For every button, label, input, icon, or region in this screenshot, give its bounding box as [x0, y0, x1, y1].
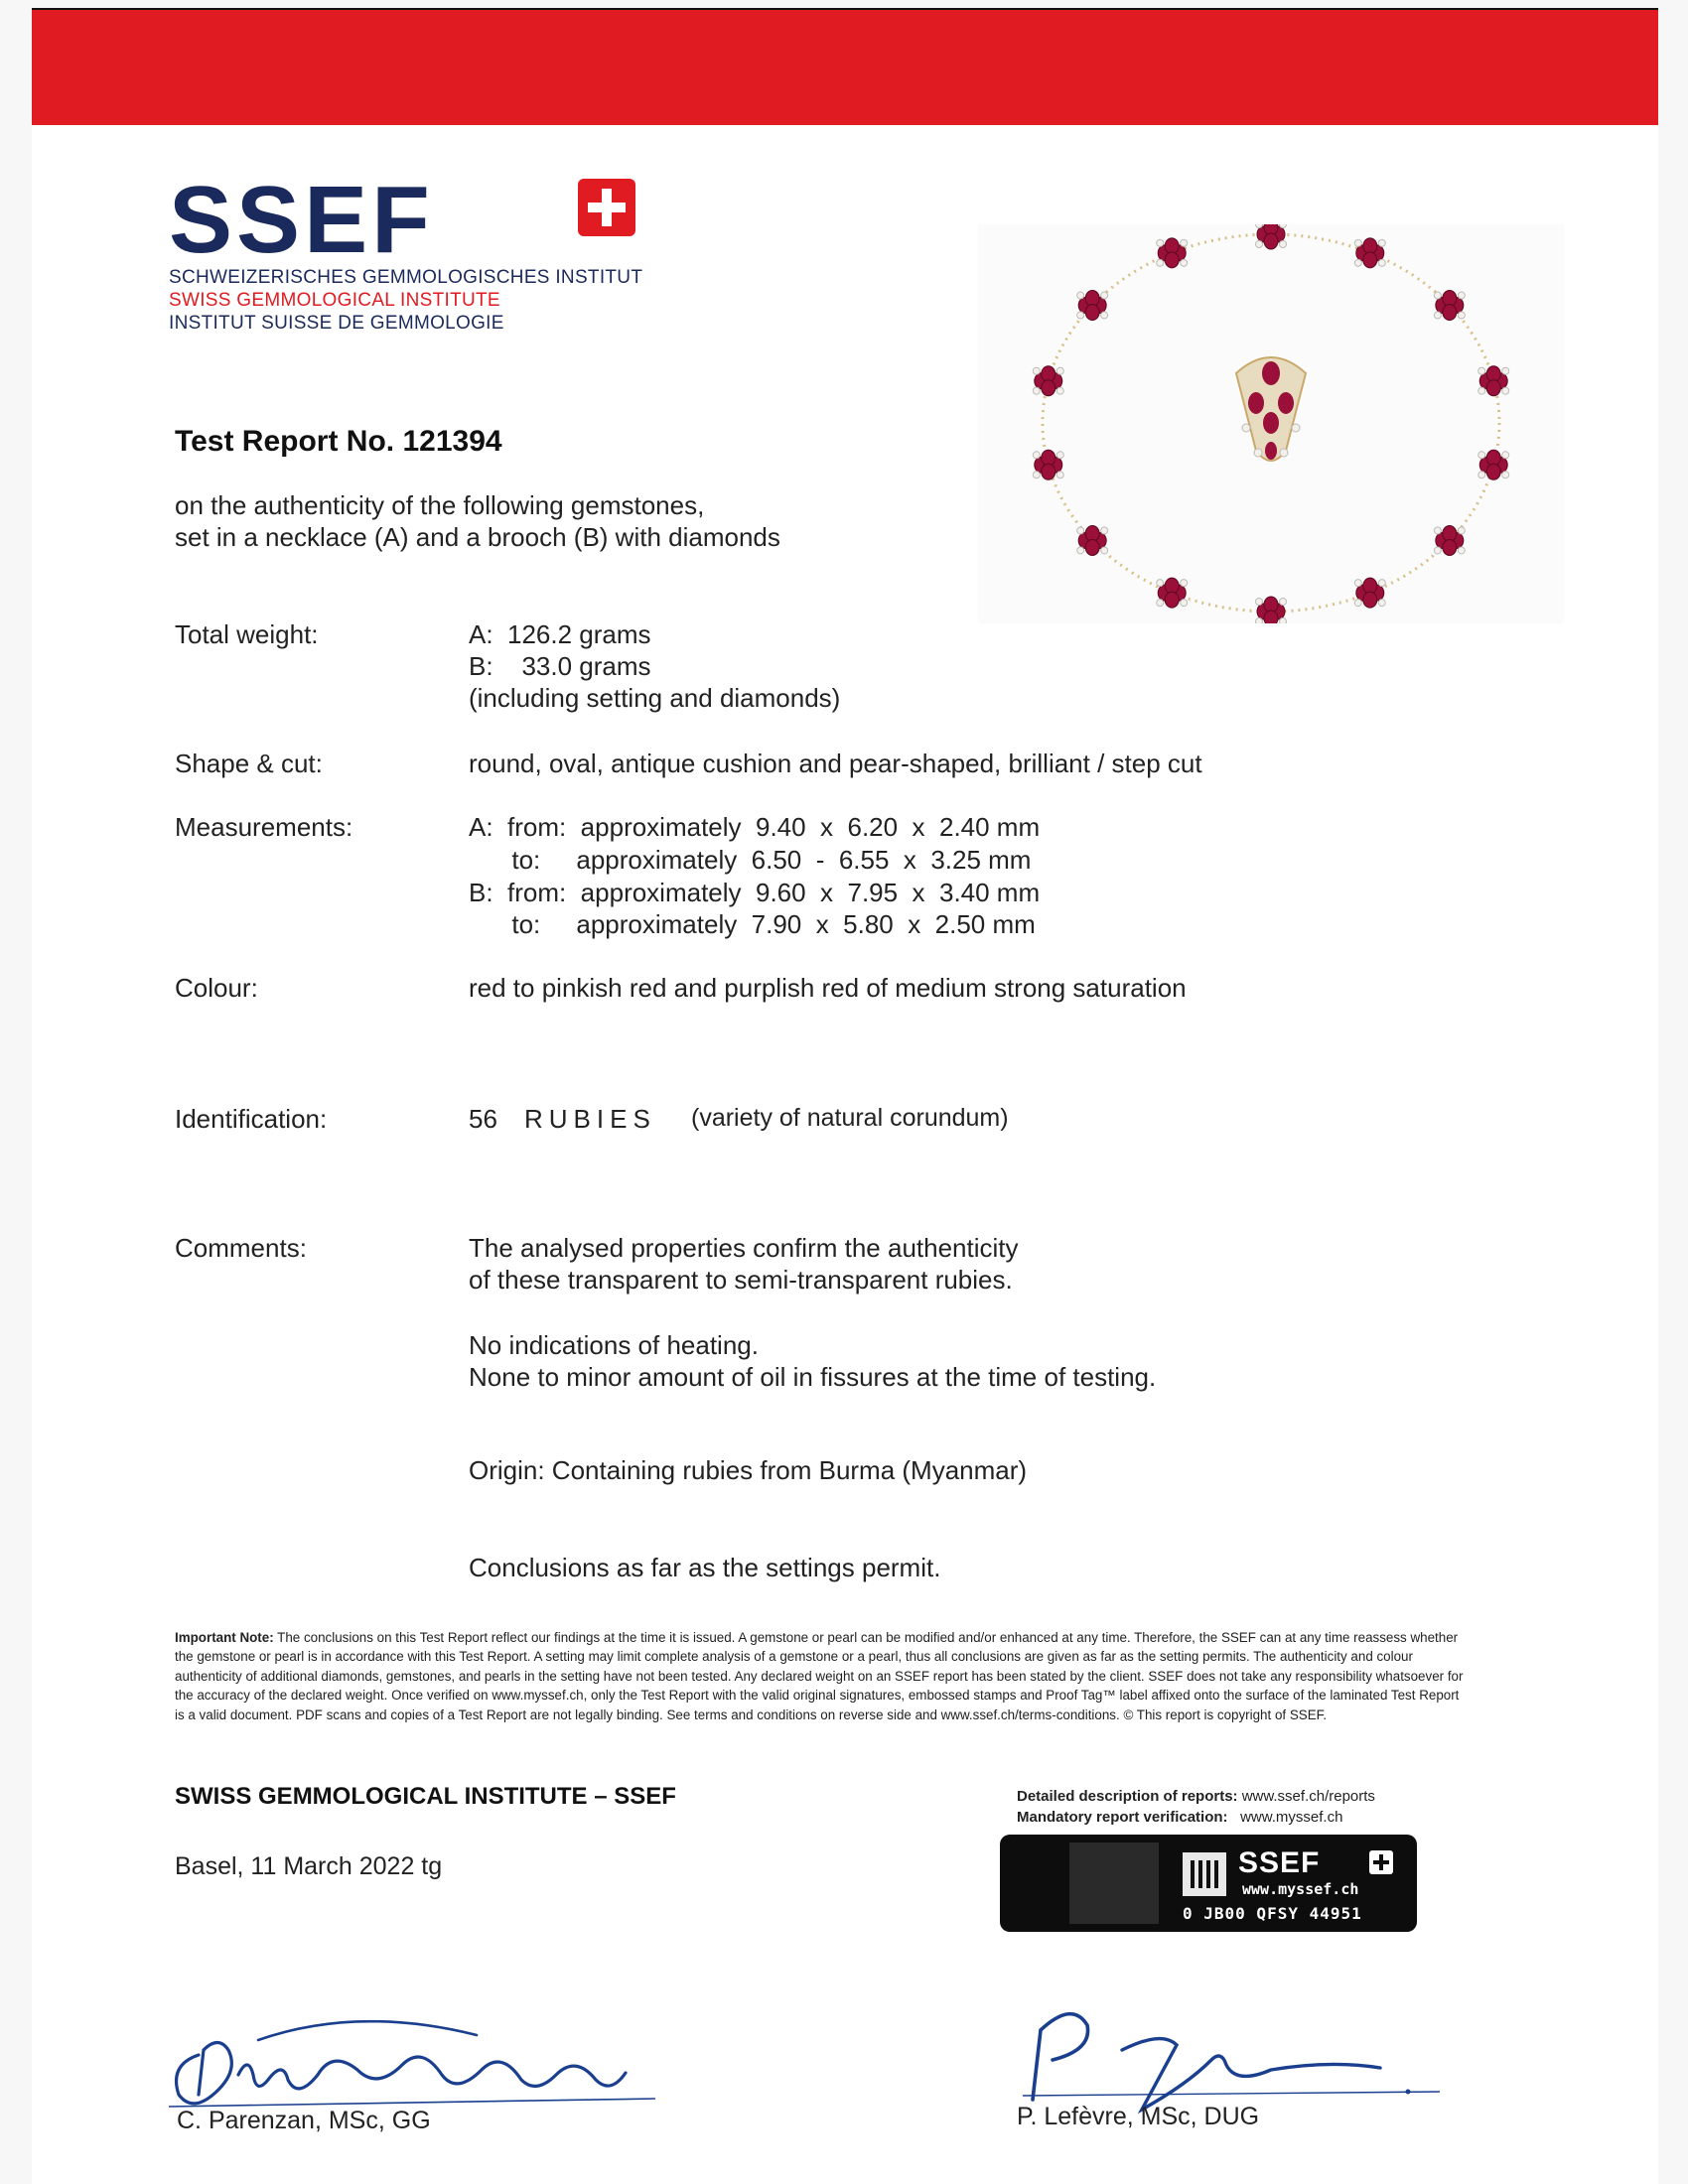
signature-left	[159, 1995, 675, 2124]
diamond-accent	[1280, 618, 1287, 624]
ruby-cluster	[1478, 366, 1509, 396]
diamond-accent	[1101, 547, 1108, 554]
diamond-accent	[1033, 387, 1040, 394]
ruby-stone	[1165, 252, 1179, 268]
total-weight-label: Total weight:	[175, 619, 319, 649]
diamond-accent	[1478, 387, 1485, 394]
diamond-accent	[1033, 472, 1040, 478]
diamond-accent	[1502, 472, 1509, 478]
diamond-accent	[1056, 387, 1063, 394]
diamond-accent	[1434, 292, 1441, 299]
diamond-accent	[1157, 600, 1164, 607]
diamond-accent	[1056, 452, 1063, 459]
ruby-cluster	[1077, 525, 1108, 555]
ruby-stone	[1165, 592, 1179, 608]
ruby-stone	[1042, 464, 1055, 479]
diamond-accent	[1354, 600, 1361, 607]
ruby-cluster	[1434, 291, 1465, 321]
diamond-accent	[1434, 527, 1441, 534]
measurement-line-3: B: from: approximately 9.60 x 7.95 x 3.40 mm	[469, 878, 1041, 907]
diamond-accent	[1478, 367, 1485, 374]
ruby-cluster	[1157, 238, 1188, 268]
report-title: Test Report No. 121394	[175, 425, 502, 458]
ruby-stone	[1085, 539, 1099, 555]
ruby-stone	[1363, 252, 1377, 268]
identification-label: Identification:	[175, 1104, 328, 1134]
shape-cut-value: round, oval, antique cushion and pear-shaped, brilliant / step cut	[469, 749, 1202, 778]
diamond-accent	[1077, 547, 1084, 554]
diamond-accent	[1033, 367, 1040, 374]
ruby-cluster	[1256, 597, 1287, 623]
diamond-accent	[1077, 527, 1084, 534]
important-note-label: Important Note:	[175, 1630, 274, 1645]
diamond-accent	[1458, 292, 1465, 299]
jewellery-photo	[978, 224, 1564, 623]
diamond-accent	[1280, 241, 1287, 248]
measurements-label: Measurements:	[175, 812, 353, 842]
total-weight-b: B: 33.0 grams	[469, 651, 651, 681]
diamond-accent	[1378, 259, 1385, 266]
diamond-accent	[1256, 224, 1263, 228]
diamond-accent	[1181, 600, 1188, 607]
intro-line-2: set in a necklace (A) and a brooch (B) with diamonds	[175, 522, 780, 552]
logo-line-french: INSTITUT SUISSE DE GEMMOLOGIE	[169, 313, 504, 334]
comment-oil: None to minor amount of oil in fissures at the time of testing.	[469, 1362, 1157, 1392]
ruby-cluster	[1157, 578, 1188, 608]
identification-variety: (variety of natural corundum)	[691, 1104, 1009, 1132]
diamond-accent	[1157, 580, 1164, 587]
ruby-stone	[1042, 380, 1055, 396]
institute-name: SWISS GEMMOLOGICAL INSTITUTE – SSEF	[175, 1783, 676, 1810]
colour-value: red to pinkish red and purplish red of medium strong saturation	[469, 973, 1187, 1003]
detail-reports-line	[1017, 1788, 1375, 1805]
ruby-stone	[1443, 539, 1457, 555]
diamond-accent	[1280, 224, 1287, 228]
red-folder-band	[32, 10, 1658, 125]
ruby-stone	[1085, 305, 1099, 321]
diamond-accent	[1077, 292, 1084, 299]
place-date: Basel, 11 March 2022 tg	[175, 1852, 443, 1880]
ruby-stone	[1486, 464, 1500, 479]
diamond-accent	[1354, 239, 1361, 246]
diamond-accent	[1256, 599, 1263, 606]
diamond-accent	[1478, 452, 1485, 459]
diamond-accent	[1077, 312, 1084, 319]
ruby-stone	[1443, 305, 1457, 321]
ruby-cluster	[1256, 224, 1287, 249]
diamond-accent	[1378, 600, 1385, 607]
diamond-accent	[1458, 527, 1465, 534]
ruby-cluster	[1077, 291, 1108, 321]
comment-line-1: The analysed properties confirm the authenticity	[469, 1233, 1019, 1263]
diamond-accent	[1378, 580, 1385, 587]
diamond-accent	[1434, 312, 1441, 319]
comment-heating: No indications of heating.	[469, 1330, 759, 1360]
necklace-brooch-illustration	[978, 224, 1564, 623]
diamond-accent	[1157, 259, 1164, 266]
ruby-cluster	[1434, 525, 1465, 555]
logo-wordmark: SSEF	[169, 167, 434, 273]
logo-line-english: SWISS GEMMOLOGICAL INSTITUTE	[169, 290, 500, 311]
signatory-left: C. Parenzan, MSc, GG	[177, 2107, 431, 2134]
verification-label: Mandatory report verification:	[1017, 1809, 1228, 1826]
diamond-accent	[1101, 292, 1108, 299]
diamond-accent	[1101, 527, 1108, 534]
total-weight-a: A: 126.2 grams	[469, 619, 651, 649]
diamond-accent	[1033, 452, 1040, 459]
identification-stone: RUBIES	[524, 1104, 656, 1134]
ruby-cluster	[1033, 366, 1063, 396]
ruby-stone	[1264, 611, 1278, 623]
signatory-right: P. Lefèvre, MSc, DUG	[1017, 2103, 1260, 2130]
diamond-accent	[1434, 547, 1441, 554]
important-note-text: The conclusions on this Test Report reflect our findings at the time it is issued. A gemstone or pearl can be modified and/or enhanced at any time. Therefore, the SSEF can at any time reassess whether the gemstone or pearl is in accordance with this Test Report. A setting may limit complete analysis of a gemstone or a pearl, thus all conclusions are given as far as the setting permits. The authenticity and colour authenticity of additional diamonds, gemstones, and pearls in the setting have not been tested. Any declared weight on an SSEF report has been stated by the client. SSEF does not take any responsibility whatsoever for the accuracy of the declared weight. Once verified on www.myssef.ch, only the Test Report with the valid original signatures, embossed stamps and Proof Tag™ label affixed onto the surface of the laminated Test Report is a valid document. PDF scans and copies of a Test Report are not legally binding. See terms and conditions on reverse side and www.ssef.ch/terms-conditions. © This report is copyright of SSEF.	[175, 1630, 1464, 1722]
identification-count: 56	[469, 1104, 497, 1134]
diamond-accent	[1256, 618, 1263, 624]
proof-tag-url: www.myssef.ch	[1242, 1880, 1359, 1898]
swiss-cross-icon	[578, 179, 635, 236]
diamond-accent	[1502, 387, 1509, 394]
diamond-accent	[1458, 312, 1465, 319]
ruby-stone	[1363, 592, 1377, 608]
diamond-accent	[1056, 367, 1063, 374]
diamond-accent	[1458, 547, 1465, 554]
proof-tag-label	[1000, 1835, 1417, 1932]
diamond-accent	[1378, 239, 1385, 246]
comments-label: Comments:	[175, 1233, 307, 1263]
intro-line-1: on the authenticity of the following gemstones,	[175, 490, 705, 520]
ruby-cluster	[1478, 450, 1509, 479]
diamond-accent	[1256, 241, 1263, 248]
hologram-icon	[1069, 1843, 1159, 1924]
comment-conclusion: Conclusions as far as the settings permit.	[469, 1553, 941, 1582]
proof-tag-brand: SSEF	[1238, 1846, 1321, 1879]
measurement-line-4: to: approximately 7.90 x 5.80 x 2.50 mm	[469, 909, 1036, 939]
detail-reports-link[interactable]: www.ssef.ch/reports	[1241, 1788, 1375, 1805]
logo-line-german: SCHWEIZERISCHES GEMMOLOGISCHES INSTITUT	[169, 267, 643, 288]
diamond-accent	[1354, 259, 1361, 266]
diamond-accent	[1354, 580, 1361, 587]
measurement-line-2: to: approximately 6.50 - 6.55 x 3.25 mm	[469, 845, 1032, 875]
ruby-cluster	[1354, 578, 1385, 608]
comment-line-2: of these transparent to semi-transparent rubies.	[469, 1265, 1013, 1295]
comment-origin: Origin: Containing rubies from Burma (Myanmar)	[469, 1455, 1028, 1485]
ruby-cluster	[1354, 238, 1385, 268]
qr-code-icon	[1183, 1852, 1226, 1896]
detail-reports-label: Detailed description of reports:	[1017, 1788, 1238, 1805]
ruby-stone	[1486, 380, 1500, 396]
diamond-accent	[1181, 259, 1188, 266]
diamond-accent	[1280, 599, 1287, 606]
ruby-cluster	[1033, 450, 1063, 479]
ruby-stone	[1264, 233, 1278, 249]
verification-link[interactable]: www.myssef.ch	[1240, 1809, 1343, 1826]
brooch-illustration	[1236, 357, 1306, 461]
total-weight-note: (including setting and diamonds)	[469, 683, 841, 713]
proof-tag-code: 0 JB00 QFSY 44951	[1183, 1904, 1362, 1923]
shape-cut-label: Shape & cut:	[175, 749, 323, 778]
diamond-accent	[1181, 239, 1188, 246]
diamond-accent	[1056, 472, 1063, 478]
colour-label: Colour:	[175, 973, 258, 1003]
proof-tag-cross-icon	[1369, 1850, 1393, 1874]
diamond-accent	[1157, 239, 1164, 246]
important-note	[175, 1628, 1468, 1724]
diamond-accent	[1181, 580, 1188, 587]
diamond-accent	[1502, 367, 1509, 374]
diamond-accent	[1502, 452, 1509, 459]
verification-line	[1017, 1809, 1342, 1826]
measurement-line-1: A: from: approximately 9.40 x 6.20 x 2.40 mm	[469, 812, 1041, 842]
diamond-accent	[1101, 312, 1108, 319]
diamond-accent	[1478, 472, 1485, 478]
